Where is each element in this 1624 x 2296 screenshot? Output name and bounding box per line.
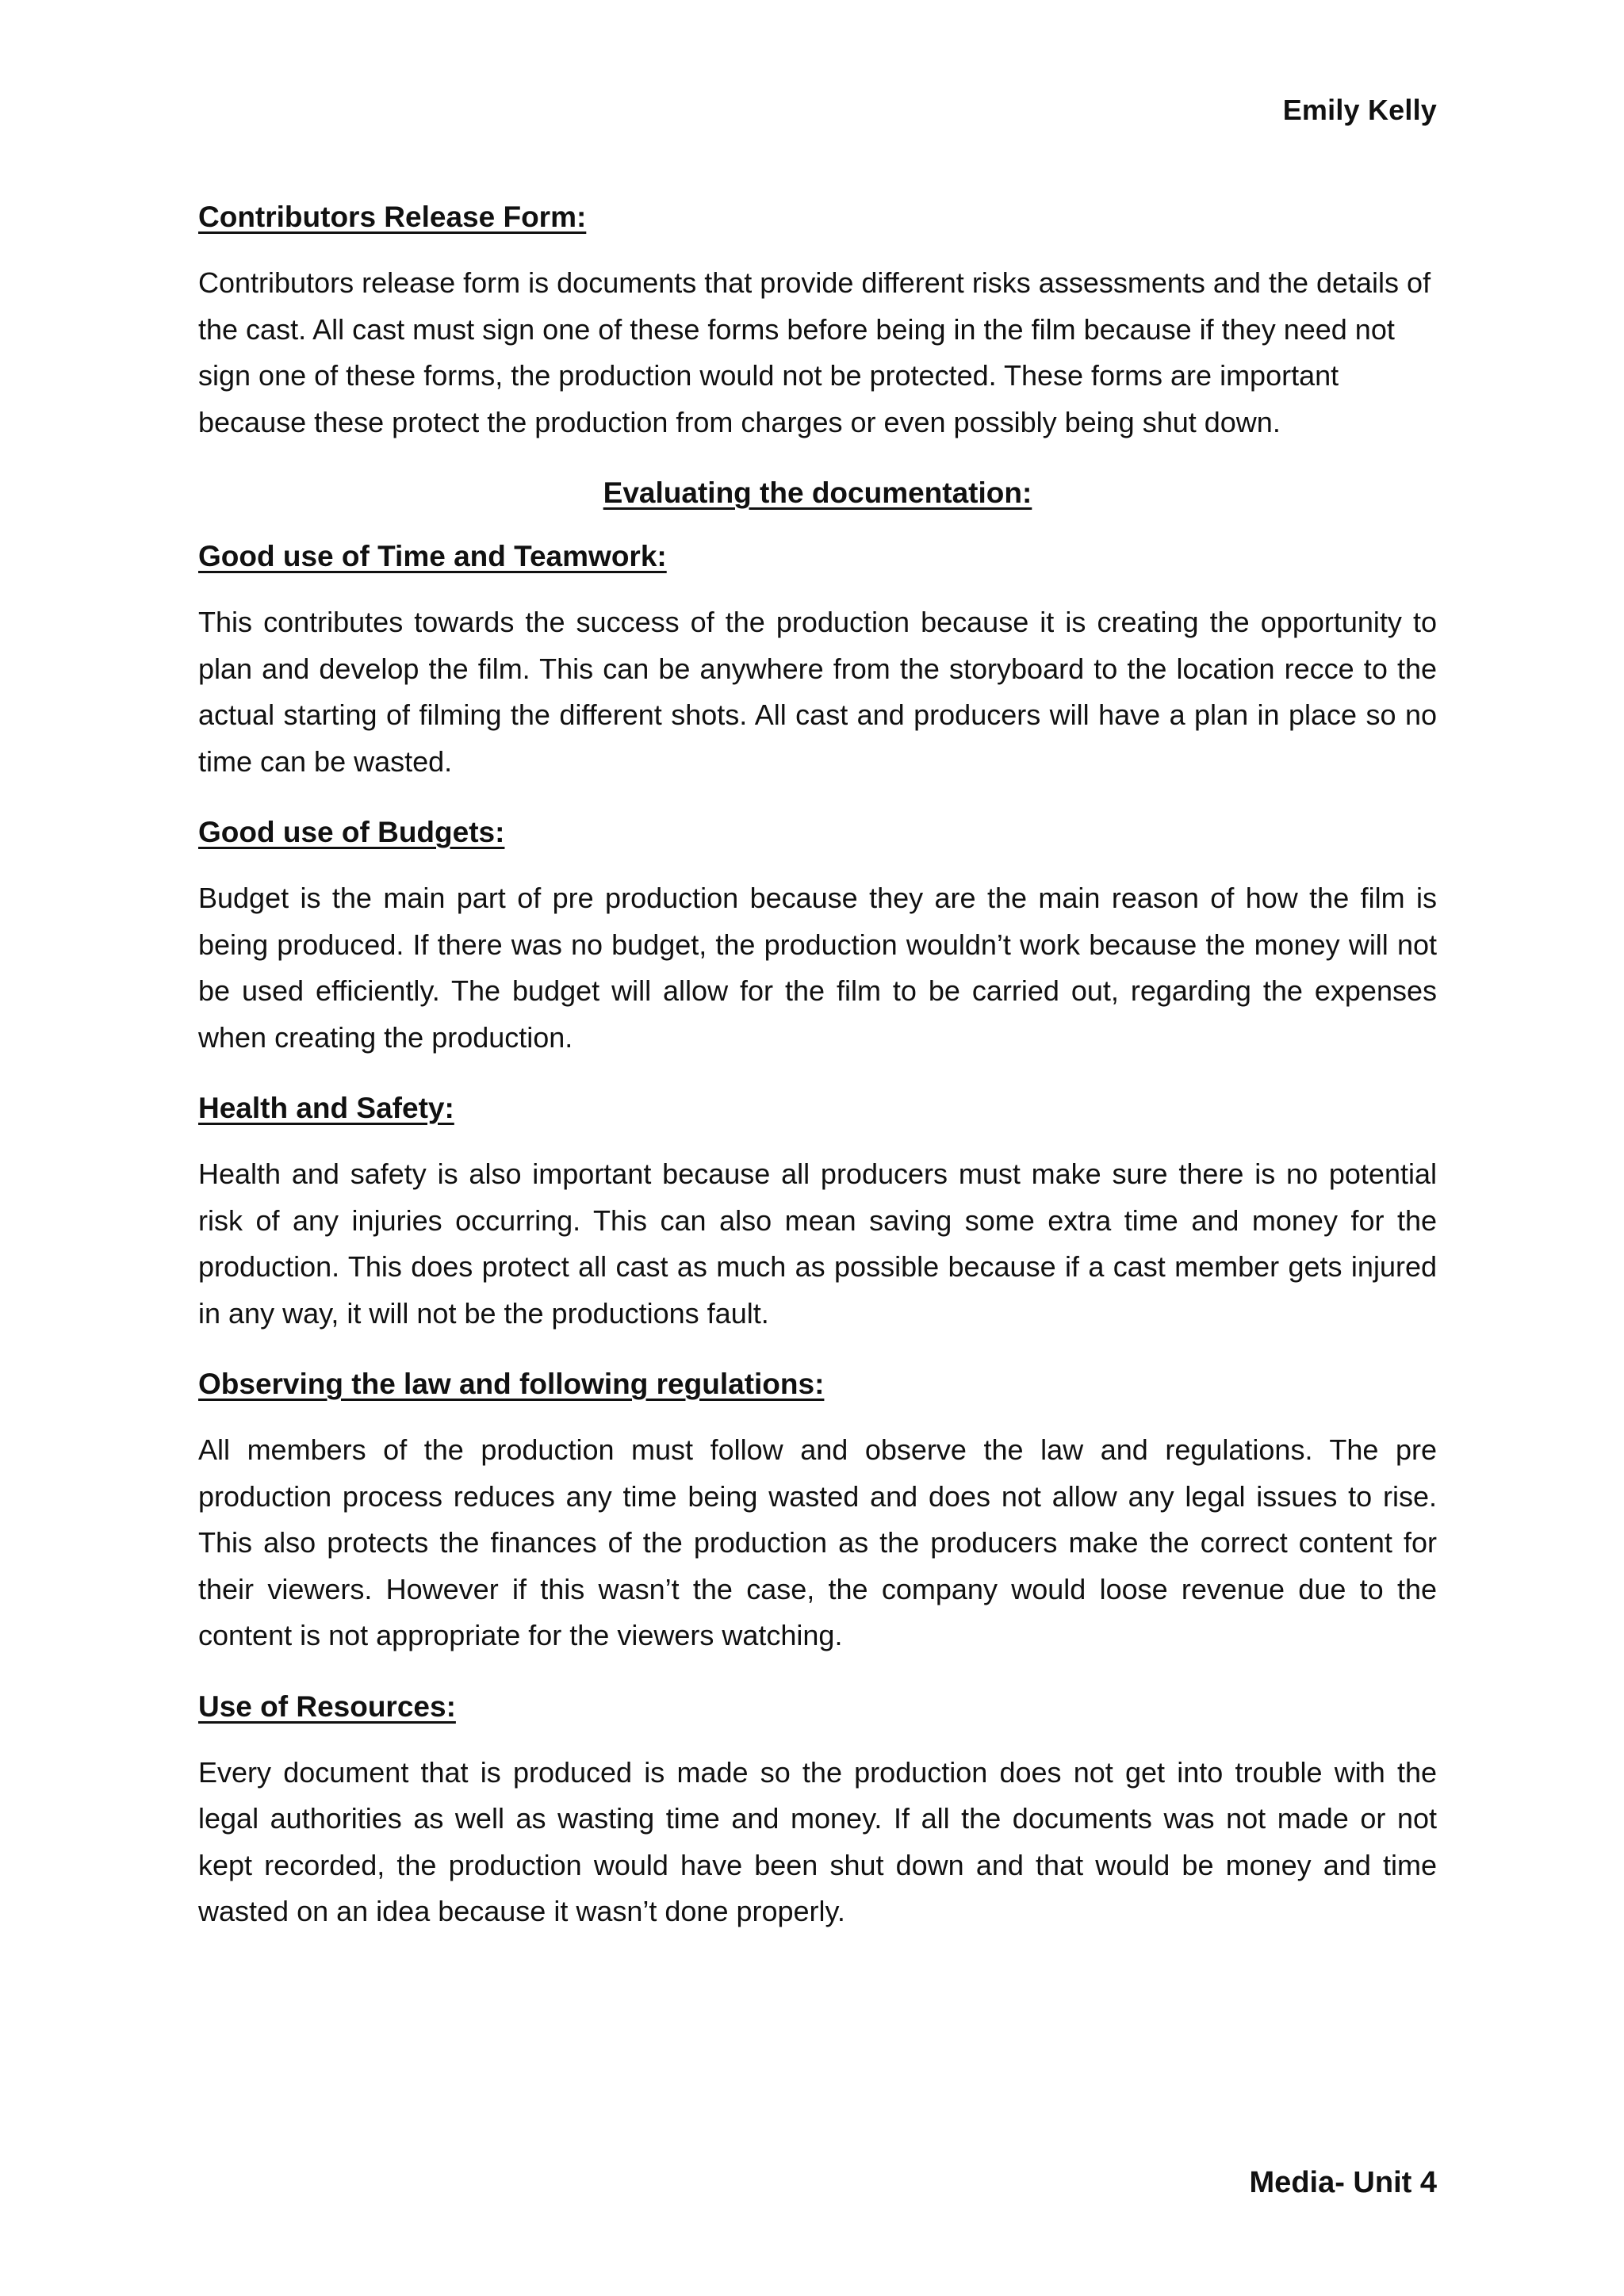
contributors-paragraph: Contributors release form is documents that provide different risks assessments and the details of the cast. All cast must sign one of these forms before being in the film because if they need not sign one of these forms, the production would not be protected. These forms are important because these protect the production from charges or even possibly being shut down. [198, 266, 1431, 438]
author-name: Emily Kelly [1282, 94, 1437, 126]
evaluating-heading: Evaluating the documentation: [603, 476, 1032, 509]
law-heading: Observing the law and following regulations: [198, 1368, 825, 1400]
health-safety-paragraph: Health and safety is also important because all producers must make sure there is no potential risk of any injuries occurring. This can also mean saving some extra time and money for the production. This does protect all cast as much as possible because if a cast member gets injured in any way, it will not be the productions fault. [198, 1158, 1437, 1330]
contributors-heading: Contributors Release Form: [198, 201, 587, 233]
budgets-heading: Good use of Budgets: [198, 816, 505, 848]
law-paragraph: All members of the production must follow and observe the law and regulations. The pre production process reduces any time being wasted and does not allow any legal issues to rise. This also protects the finances of the production as the producers make the correct content for their viewers. However if this wasn’t the case, the company would loose revenue due to the content is not appropriate for the viewers watching. [198, 1433, 1437, 1651]
document-body [198, 197, 1437, 1962]
budgets-paragraph: Budget is the main part of pre production because they are the main reason of how the film is being produced. If there was no budget, the production wouldn’t work because the money will not be used efficiently. The budget will allow for the film to be carried out, regarding the expenses when creating the production. [198, 882, 1437, 1054]
time-teamwork-paragraph: This contributes towards the success of the production because it is creating the opportunity to plan and develop the film. This can be anywhere from the storyboard to the location recce to the actual starting of filming the different shots. All cast and producers will have a plan in place so no time can be wasted. [198, 606, 1437, 778]
resources-heading: Use of Resources: [198, 1689, 456, 1723]
footer-unit-label: Media- Unit 4 [1249, 2166, 1437, 2199]
health-safety-heading: Health and Safety: [198, 1092, 454, 1124]
resources-paragraph: Every document that is produced is made so the production does not get into trouble with the legal authorities as well as wasting time and money. If all the documents was not made or not kept recorded, the production would have been shut down and that would be money and time wasted on an idea because it wasn’t done properly. [198, 1755, 1437, 1927]
time-teamwork-heading: Good use of Time and Teamwork: [198, 540, 667, 572]
